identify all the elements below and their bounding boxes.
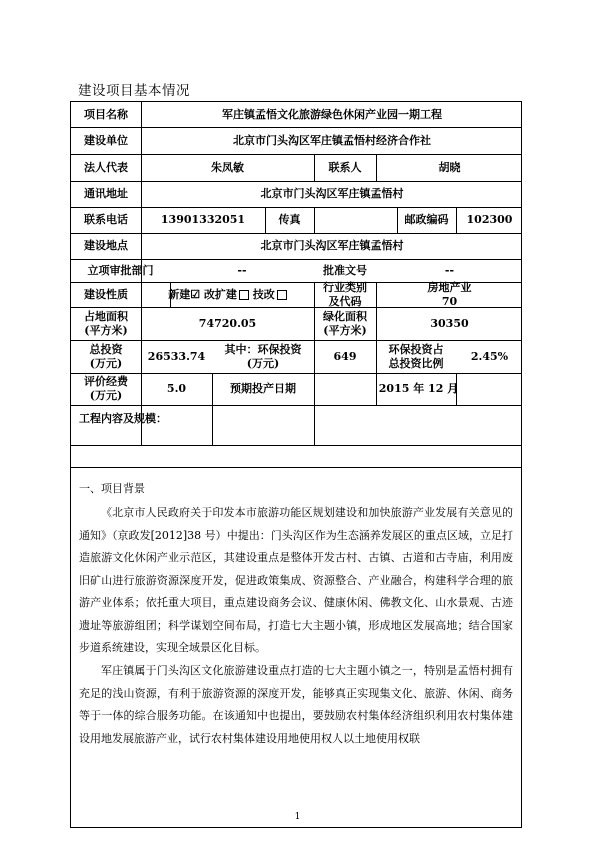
content-heading: 工程内容及规模： — [79, 412, 167, 425]
production-date-value: 2015 年 12 月 — [378, 382, 459, 395]
approval-value: -- — [237, 263, 247, 277]
green-area-value: 30350 — [430, 316, 469, 330]
phone-value: 13901332051 — [160, 213, 246, 226]
address-value: 北京市门头沟区军庄镇孟悟村 — [260, 187, 404, 200]
approval-doc-label: 批准文号 — [323, 263, 367, 277]
legal-rep-value: 朱凤敏 — [211, 160, 244, 174]
env-ratio-label: 环保投资占 总投资比例 — [388, 342, 444, 370]
checked-box-icon: ☑ — [190, 287, 201, 301]
env-investment-value: 649 — [333, 349, 357, 363]
production-date-label: 预期投产日期 — [230, 382, 296, 395]
location-value: 北京市门头沟区军庄镇孟悟村 — [260, 239, 404, 252]
page-number: 1 — [294, 812, 301, 822]
nature-tech-text: 技改 — [252, 287, 275, 301]
address-label: 通讯地址 — [84, 187, 128, 200]
env-investment-label: 其中：环保投资 (万元) — [224, 342, 302, 370]
contact-label: 联系人 — [328, 160, 362, 174]
green-area-label: 绿化面积 (平方米) — [323, 309, 367, 337]
builder-value: 北京市门头沟区军庄镇孟悟村经济合作社 — [233, 133, 431, 147]
legal-rep-label: 法人代表 — [84, 160, 128, 174]
approval-doc-value: -- — [444, 263, 455, 277]
contact-value: 胡晓 — [438, 160, 461, 174]
project-name-label: 项目名称 — [84, 107, 128, 121]
nature-label: 建设性质 — [84, 287, 128, 301]
page-title: 建设项目基本情况 — [78, 83, 190, 99]
investment-label: 总投资 (万元) — [89, 342, 123, 370]
location-label: 建设地点 — [84, 239, 128, 252]
nature-options — [141, 282, 314, 307]
paragraph-2: 军庄镇属于门头沟区文化旅游建设重点打造的七大主题小镇之一，特别是孟悟村拥有充足的浅山资源，有利于旅游资源的深度开发，能够真正实现集文化、旅游、休闲、商务等于一体的综合服务功能。在该通知中也提出，要鼓励农村集体经济组织利用农村集体建设用地发展旅游产业，试行农村集体建设用地使用权人以土地使用权联 — [79, 664, 513, 745]
builder-label: 建设单位 — [84, 133, 128, 147]
nature-new-text: 新建 — [168, 287, 191, 301]
postal-value: 102300 — [466, 213, 513, 226]
unchecked-box-icon — [277, 290, 287, 300]
unchecked-box-icon — [239, 290, 249, 300]
investment-value: 26533.74 — [147, 349, 206, 363]
env-ratio-value: 2.45% — [470, 349, 509, 363]
approval-label: 立项审批部门 — [87, 263, 154, 277]
review-fee-label: 评价经费 (万元) — [84, 375, 128, 402]
fax-value — [314, 207, 397, 233]
project-name-value: 军庄镇孟悟文化旅游绿色休闲产业园一期工程 — [222, 107, 442, 121]
project-info-table — [70, 101, 522, 828]
phone-label: 联系电话 — [84, 213, 128, 226]
industry-label: 行业类别 及代码 — [323, 280, 367, 308]
area-label: 占地面积 (平方米) — [84, 309, 128, 337]
industry-value: 房地产业 70 — [427, 280, 472, 308]
area-value: 74720.05 — [198, 316, 257, 330]
fax-label: 传真 — [278, 213, 301, 226]
review-fee-value: 5.0 — [166, 382, 187, 395]
section-title-background: 一、项目背景 — [79, 482, 145, 495]
paragraph-1: 《北京市人民政府关于印发本市旅游功能区规划建设和加快旅游产业发展有关意见的通知》（京政发[2012]38 号）中提出：门头沟区作为生态涵养发展区的重点区域，立足打造旅游文化休闲产业示范区，其建设重点是整体开发古村、古镇、古道和古寺庙，利用废旧矿山进行旅游资源深度开发，促进政策集成、资源整合、产业融合，构建科学合理的旅游产业体系；依托重大项目，重点建设商务会议、健康休闲、佛教文化、山水景观、古迹遗址等旅游组团；科学谋划空间布局，打造七大主题小镇，形成地区发展高地；结合国家步道系统建设，实现全域景区化目标。 — [79, 506, 513, 654]
nature-expand-text: 改扩建 — [203, 287, 237, 301]
postal-label: 邮政编码 — [404, 213, 449, 226]
